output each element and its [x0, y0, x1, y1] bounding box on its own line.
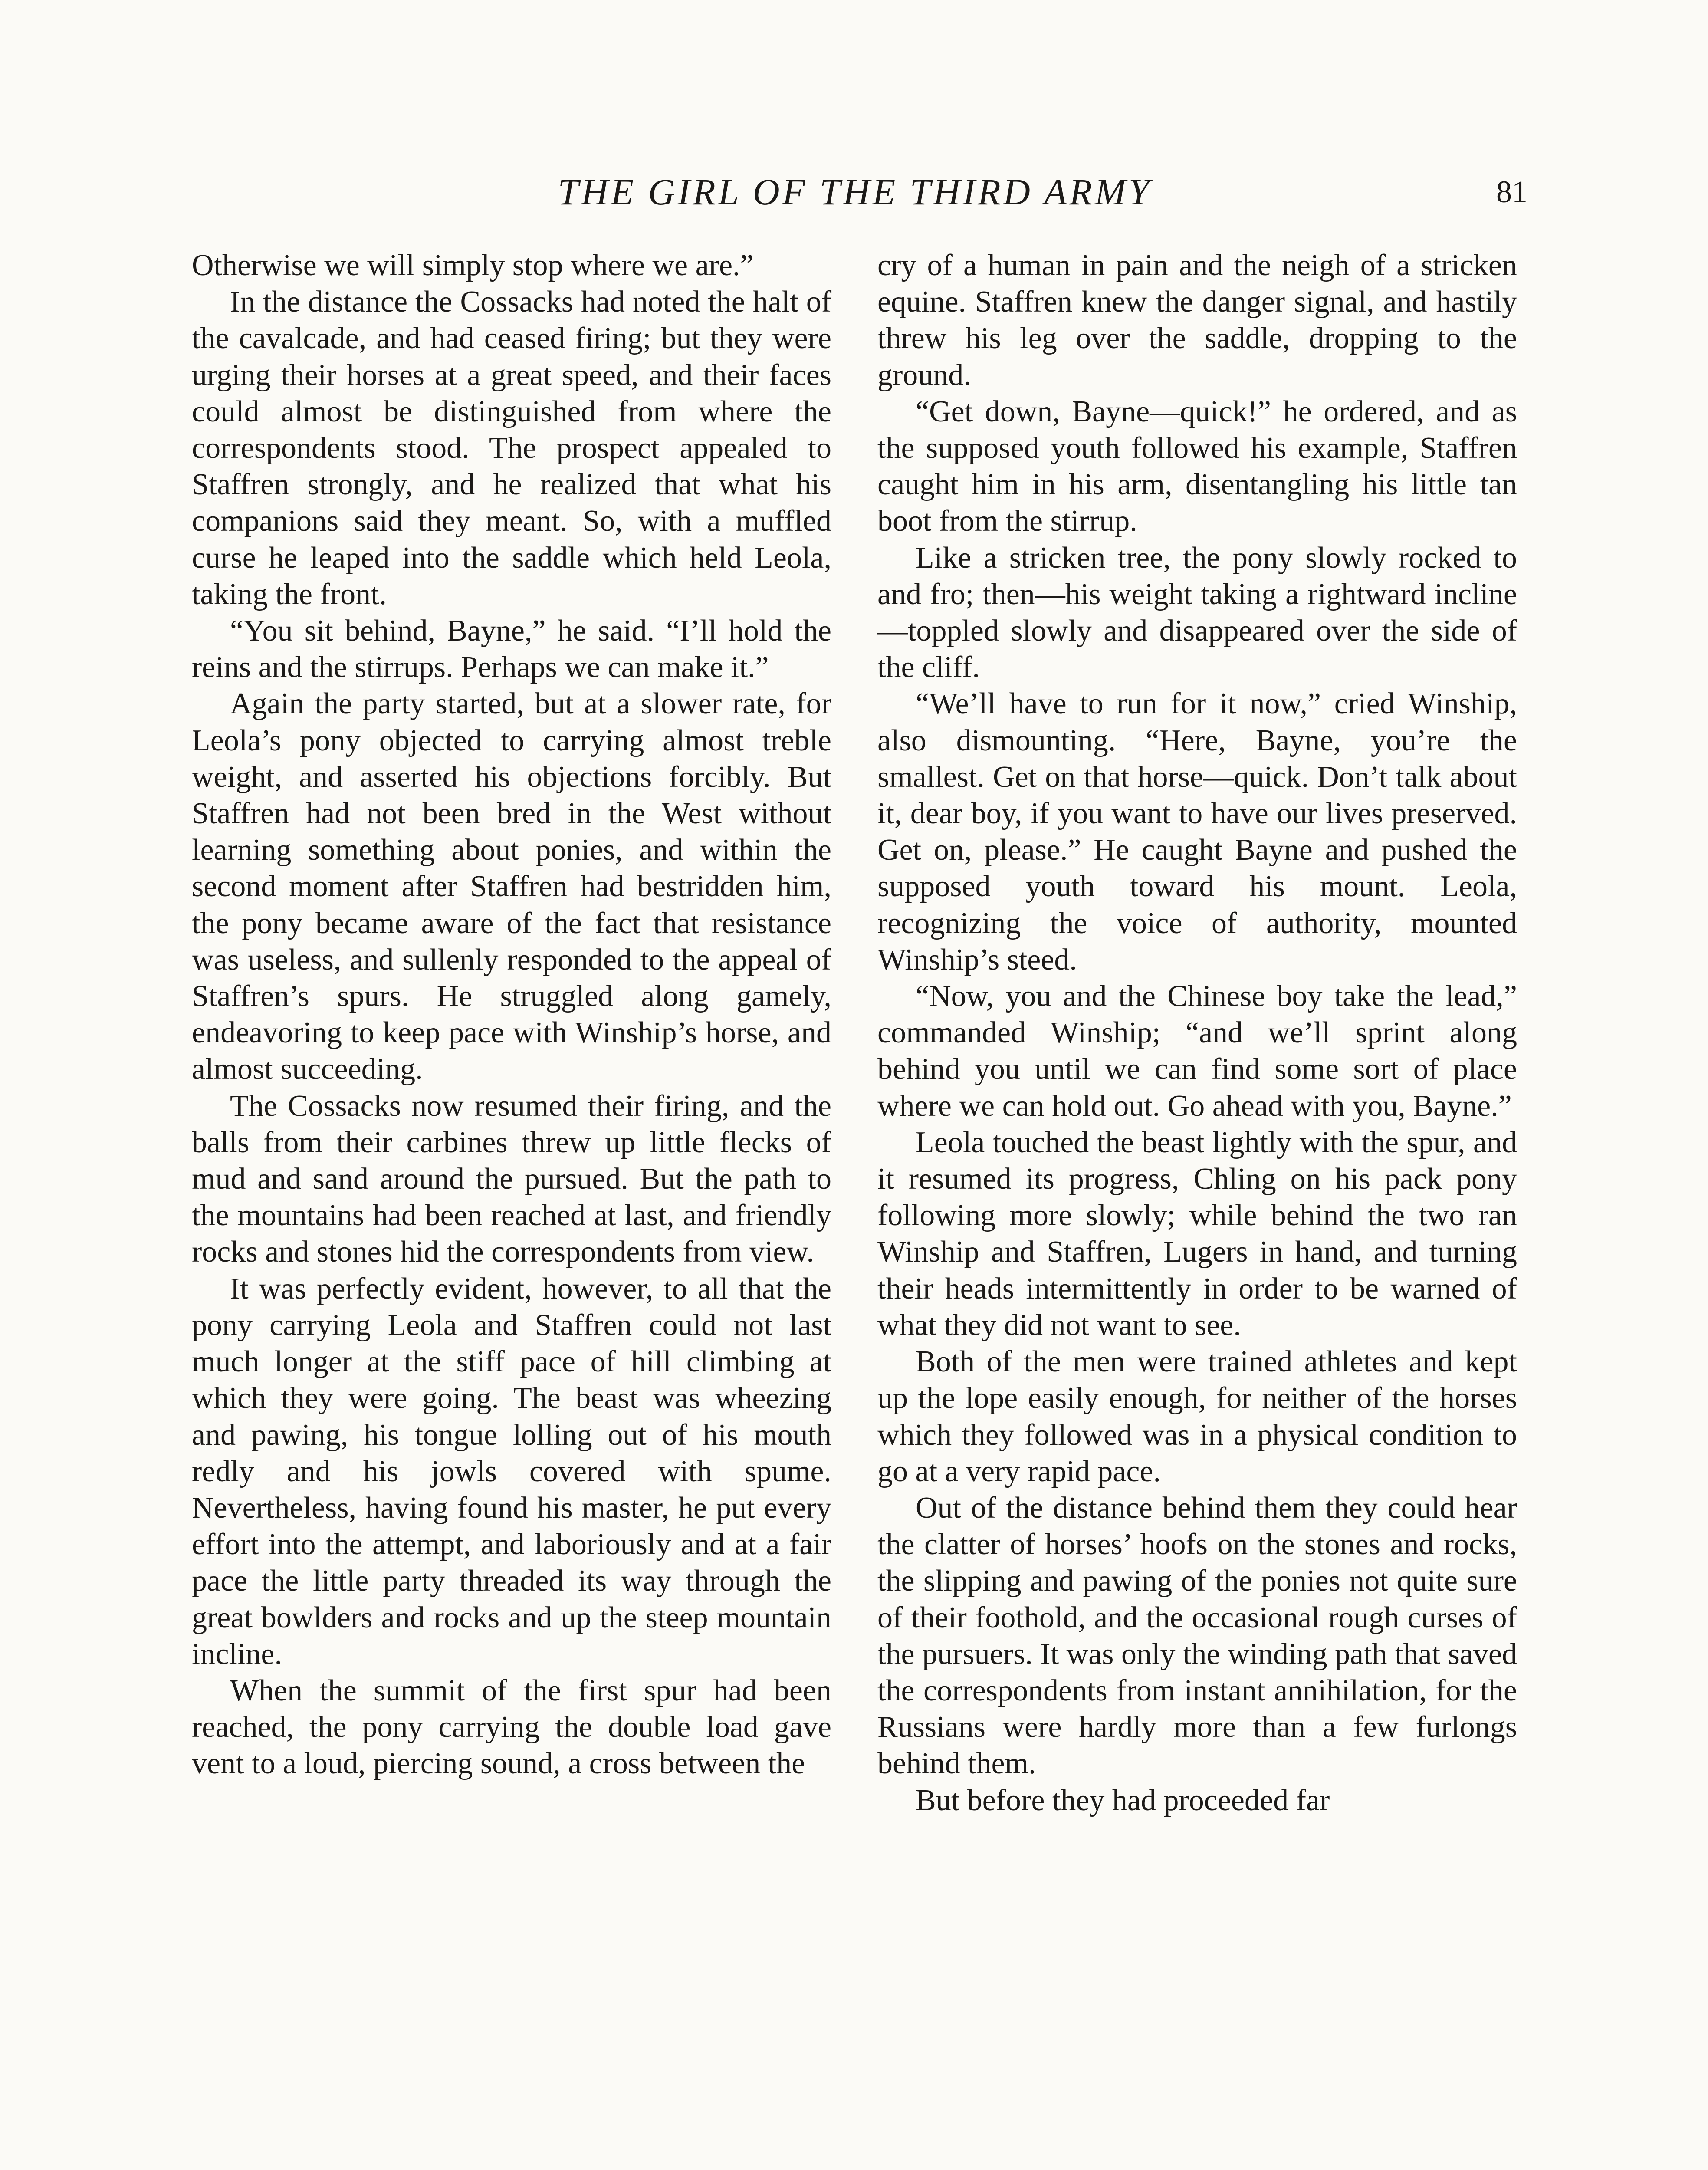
running-title: THE GIRL OF THE THIRD ARMY	[558, 171, 1152, 213]
paragraph: “You sit behind, Bayne,” he said. “I’ll hold the reins and the stirrups. Perhaps we can make it.”	[192, 614, 831, 684]
paragraph: “We’ll have to run for it now,” cried Winship, also dismounting. “Here, Bayne, you’re the smallest. Get on that horse—quick. Don’t talk about it, dear boy, if you want to have our lives preserved. Get on, please.” He caught Bayne and pushed the supposed youth toward his mount. Leola, recognizing the voice of authority, mounted Winship’s steed.	[877, 687, 1517, 976]
left-column	[192, 247, 831, 1782]
right-column	[877, 247, 1517, 1819]
page-number: 81	[1496, 174, 1527, 209]
paragraph: Like a stricken tree, the pony slowly rocked to and fro; then—his weight taking a rightward incline—toppled slowly and disappeared over the side of the cliff.	[877, 541, 1517, 684]
paragraph: “Get down, Bayne—quick!” he ordered, and as the supposed youth followed his example, Staffren caught him in his arm, disentangling his little tan boot from the stirrup.	[877, 395, 1517, 538]
paragraph: But before they had proceeded far	[916, 1783, 1330, 1817]
paragraph: The Cossacks now resumed their firing, and the balls from their carbines threw up little flecks of mud and sand around the pursued. But the path to the mountains had been reached at last, and friendly rocks and stones hid the correspondents from view.	[192, 1089, 831, 1269]
paragraph: Out of the distance behind them they could hear the clatter of horses’ hoofs on the stones and rocks, the slipping and pawing of the ponies not quite sure of their foothold, and the occasional rough curses of the pursuers. It was only the winding path that saved the correspondents from instant annihilation, for the Russians were hardly more than a few furlongs behind them.	[877, 1491, 1517, 1781]
paragraph: Again the party started, but at a slower rate, for Leola’s pony objected to carrying almost treble weight, and asserted his objections forcibly. But Staffren had not been bred in the West without learning something about ponies, and within the second moment after Staffren had bestridden him, the pony became aware of the fact that resistance was useless, and sullenly responded to the appeal of Staffren’s spurs. He struggled along gamely, endeavoring to keep pace with Winship’s horse, and almost succeeding.	[192, 687, 831, 1086]
paragraph: Leola touched the beast lightly with the spur, and it resumed its progress, Chling on his pack pony following more slowly; while behind the two ran Winship and Staffren, Lugers in hand, and turning their heads intermittently in order to be warned of what they did not want to see.	[877, 1125, 1517, 1342]
paragraph: Otherwise we will simply stop where we are.”	[192, 249, 754, 282]
paragraph: In the distance the Cossacks had noted the halt of the cavalcade, and had ceased firing; but they were urging their horses at a great speed, and their faces could almost be distinguished from where the correspondents stood. The prospect appealed to Staffren strongly, and he realized that what his companions said they meant. So, with a muffled curse he leaped into the saddle which held Leola, taking the front.	[192, 285, 831, 611]
paragraph: Both of the men were trained athletes and kept up the lope easily enough, for neither of the horses which they followed was in a physical condition to go at a very rapid pace.	[877, 1345, 1517, 1488]
paragraph: cry of a human in pain and the neigh of a stricken equine. Staffren knew the danger signal, and hastily threw his leg over the saddle, dropping to the ground.	[877, 249, 1517, 392]
page-header	[0, 166, 1708, 218]
paragraph: It was perfectly evident, however, to all that the pony carrying Leola and Staffren could not last much longer at the stiff pace of hill climbing at which they were going. The beast was wheezing and pawing, his tongue lolling out of his mouth redly and his jowls covered with spume. Nevertheless, having found his master, he put every effort into the attempt, and laboriously and at a fair pace the little party threaded its way through the great bowlders and rocks and up the steep mountain incline.	[192, 1272, 831, 1671]
paragraph: “Now, you and the Chinese boy take the lead,” commanded Winship; “and we’ll sprint along behind you until we can find some sort of place where we can hold out. Go ahead with you, Bayne.”	[877, 980, 1517, 1123]
paragraph: When the summit of the first spur had been reached, the pony carrying the double load gave vent to a loud, piercing sound, a cross between the	[192, 1674, 831, 1781]
